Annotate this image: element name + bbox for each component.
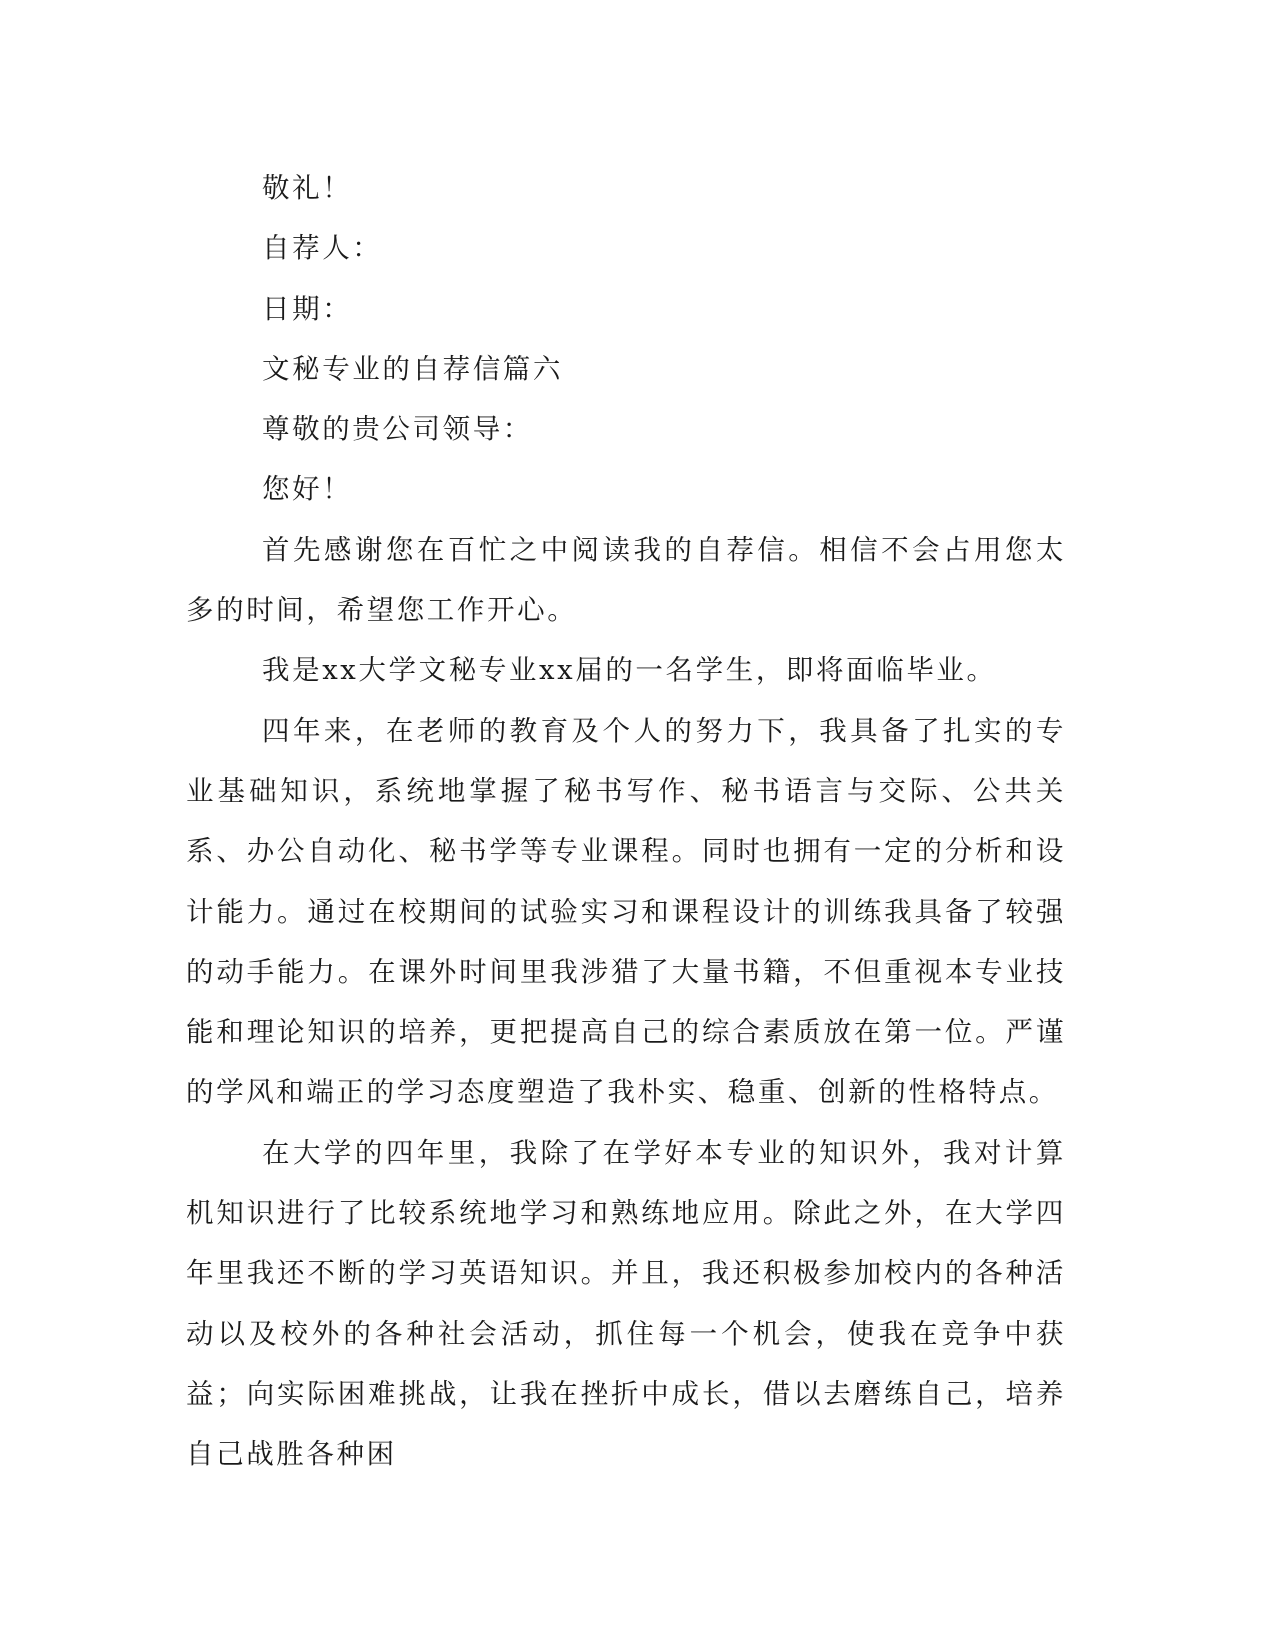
body-paragraph: 四年来，在老师的教育及个人的努力下，我具备了扎实的专业基础知识，系统地掌握了秘书写作、秘书语言与交际、公共关系、办公自动化、秘书学等专业课程。同时也拥有一定的分析和设计能力。通过在校期间的试验实习和课程设计的训练我具备了较强的动手能力。在课外时间里我涉猎了大量书籍，不但重视本专业技能和理论知识的培养，更把提高自己的综合素质放在第一位。严谨的学风和端正的学习态度塑造了我朴实、稳重、创新的性格特点。	[186, 714, 1066, 1109]
section-title: 文秘专业的自荐信篇六	[262, 352, 563, 385]
date-line: 日期：	[262, 292, 353, 325]
body-paragraph: 首先感谢您在百忙之中阅读我的自荐信。相信不会占用您太多的时间，希望您工作开心。	[186, 533, 1066, 627]
closing-salutation: 敬礼！	[262, 172, 353, 204]
signature-line: 自荐人：	[262, 232, 383, 265]
greeting: 您好！	[262, 473, 353, 506]
body-paragraph: 在大学的四年里，我除了在学好本专业的知识外，我对计算机知识进行了比较系统地学习和熟练地应用。除此之外，在大学四年里我还不断的学习英语知识。并且，我还积极参加校内的各种活动以及校外的各种社会活动，抓住每一个机会，使我在竞争中获益；向实际困难挑战，让我在挫折中成长，借以去磨练自己，培养自己战胜各种困	[186, 1136, 1066, 1471]
letter-body	[186, 158, 1066, 1485]
letter-salutation: 尊敬的贵公司领导：	[262, 413, 533, 446]
body-paragraph: 我是xx大学文秘专业xx届的一名学生，即将面临毕业。	[262, 654, 997, 687]
